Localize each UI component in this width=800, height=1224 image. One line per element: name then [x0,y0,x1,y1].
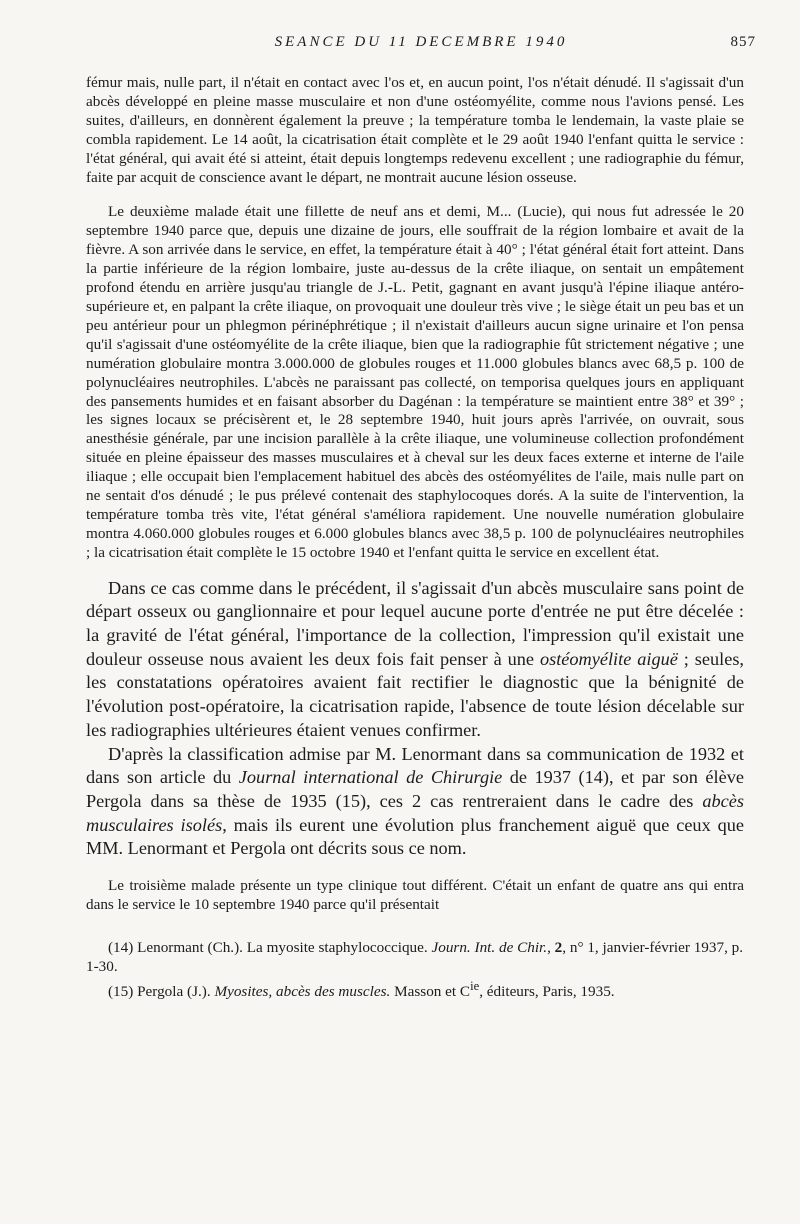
paragraph-third-patient: Le troisième malade présente un type clinique tout différent. C'était un enfant de quatre ans qui entra dans le service le 10 septembre 1940 parce qu'il présentait [86,877,744,913]
discussion-text-end: ; seules, les constatations opératoires avaient fait rectifier le diagnostic que la bénignité de l'évolution post-opératoire, la cicatrisation rapide, l'absence de toute lésion décelable sur les radiographies ultérieures étaient venues confirmer. [86,648,745,740]
running-head [86,34,756,54]
footnote-14-text-b: , n° 1, janvier-février 1937, p. 1-30. [86,938,744,975]
classification-journal: Journal international de Chirurgie [238,767,503,788]
classification-text-a: D'après la classification admise par M. Lenormant dans sa communication de 1932 et dans son article du [86,743,744,788]
paragraph-second-patient: Le deuxième malade était une fillette de neuf ans et demi, M... (Lucie), qui nous fut adressée le 20 septembre 1940 parce que, depuis une dizaine de jours, elle souffrait de la région lombaire et avait de la fièvre. A son arrivée dans le service, en effet, la température était à 40° ; l'état général était fort atteint. Dans la partie inférieure de la région lombaire, juste au-dessus de la crête iliaque, on sentait un empâtement profond étendu en arrière jusqu'au triangle de J.-L. Petit, gagnant en avant jusqu'à l'épine iliaque antéro-supérieure et, en palpant la crête iliaque, on provoquait une douleur très vive ; le siège était un peu bas et un peu antérieur pour un phlegmon périnéphrétique ; il n'existait d'ailleurs aucun signe urinaire et l'on pensa qu'il s'agissait d'une ostéomyélite de la crête iliaque, bien que la radiographie fût strictement négative ; une numération globulaire montra 3.000.000 de globules rouges et 11.000 globules blancs avec 68,5 p. 100 de polynucléaires neutrophiles. L'abcès ne paraissant pas collecté, on temporisa quelques jours en appliquant des pansements humides et en faisant absorber du Dagénan : la température se maintient entre 38° et 39° ; les signes locaux se précisèrent et, le 28 septembre 1940, huit jours après l'arrivée, on ouvrait, sous anesthésie générale, par une incision parallèle à la crête iliaque, une volumineuse collection profondément située en pleine épaisseur des masses musculaires et à cheval sur les deux faces externe et interne de l'aile iliaque ; elle occupait bien l'emplacement habituel des abcès des ostéomyélites de l'aile, mais nulle part on ne sentait d'os dénudé ; le pus prélevé contenait des staphylocoques dorés. A la suite de l'intervention, la température tomba très vite, l'état général s'améliora rapidement. Une nouvelle numération globulaire montra 4.060.000 globules rouges et 6.000 globules blancs avec 38,5 p. 100 de polynucléaires neutrophiles ; la cicatrisation était complète le 15 octobre 1940 et l'enfant quitta le service en excellent état. [86,203,744,561]
classification-text-c: , mais ils eurent une évolution plus franchement aiguë que ceux que MM. Lenormant et Pergola ont décrits sous ce nom. [86,814,744,859]
page-number: 857 [730,34,756,50]
discussion-text-start: Dans ce cas comme dans le précédent, il s'agissait d'un abcès musculaire sans point de départ osseux ou ganglionnaire et pour lequel aucune porte d'entrée ne put être décelée : la gravité de l'état général, l'importance de la collection, l'impression qu'il existait une douleur osseuse nous avaient les deux fois fait penser à une [86,577,744,669]
footnote-15-text-a: (15) Pergola (J.). [108,982,215,1000]
classification-text-b: de 1937 (14), et par son élève Pergola dans sa thèse de 1935 (15), ces 2 cas rentreraient dans le cadre des [86,767,744,811]
footnote-14-separator: , [547,938,555,956]
paragraph-continued: fémur mais, nulle part, il n'était en contact avec l'os et, en aucun point, l'os n'était dénudé. Il s'agissait d'un abcès développé en pleine masse musculaire et non d'une ostéomyélite, comme nous l'avions pensé. Les suites, d'ailleurs, en donnèrent également la preuve ; la température tomba le lendemain, la vaste plaie se combla rapidement. Le 14 août, la cicatrisation était complète et le 29 août 1940 l'enfant quitta le service : l'état général, qui avait été si atteint, était depuis longtemps redevenu excellent ; une radiographie du fémur, faite par acquit de conscience avant le départ, ne montrait aucune lésion osseuse. [86,74,744,186]
body-text [86,74,744,1002]
footnotes [86,939,744,1002]
footnote-14-journal: Journ. Int. de Chir. [431,938,548,956]
footnote-15-text-b: Masson et C [390,982,471,1000]
footnote-15-superscript: ie [470,978,480,993]
footnote-15-text-c: , éditeurs, Paris, 1935. [479,982,615,1000]
classification-italic-term: abcès musculaires isolés [86,790,744,835]
footnote-15-title: Myosites, abcès des muscles. [214,982,391,1000]
paragraph-discussion [86,577,744,743]
discussion-italic-term: ostéomyélite aiguë [539,648,678,669]
footnote-15 [86,977,744,1002]
running-title: SEANCE DU 11 DECEMBRE 1940 [274,34,568,50]
footnote-14 [86,939,744,977]
footnote-14-volume: 2 [554,938,563,956]
paragraph-classification [86,743,744,862]
footnote-14-text-a: (14) Lenormant (Ch.). La myosite staphylococcique. [108,938,432,956]
